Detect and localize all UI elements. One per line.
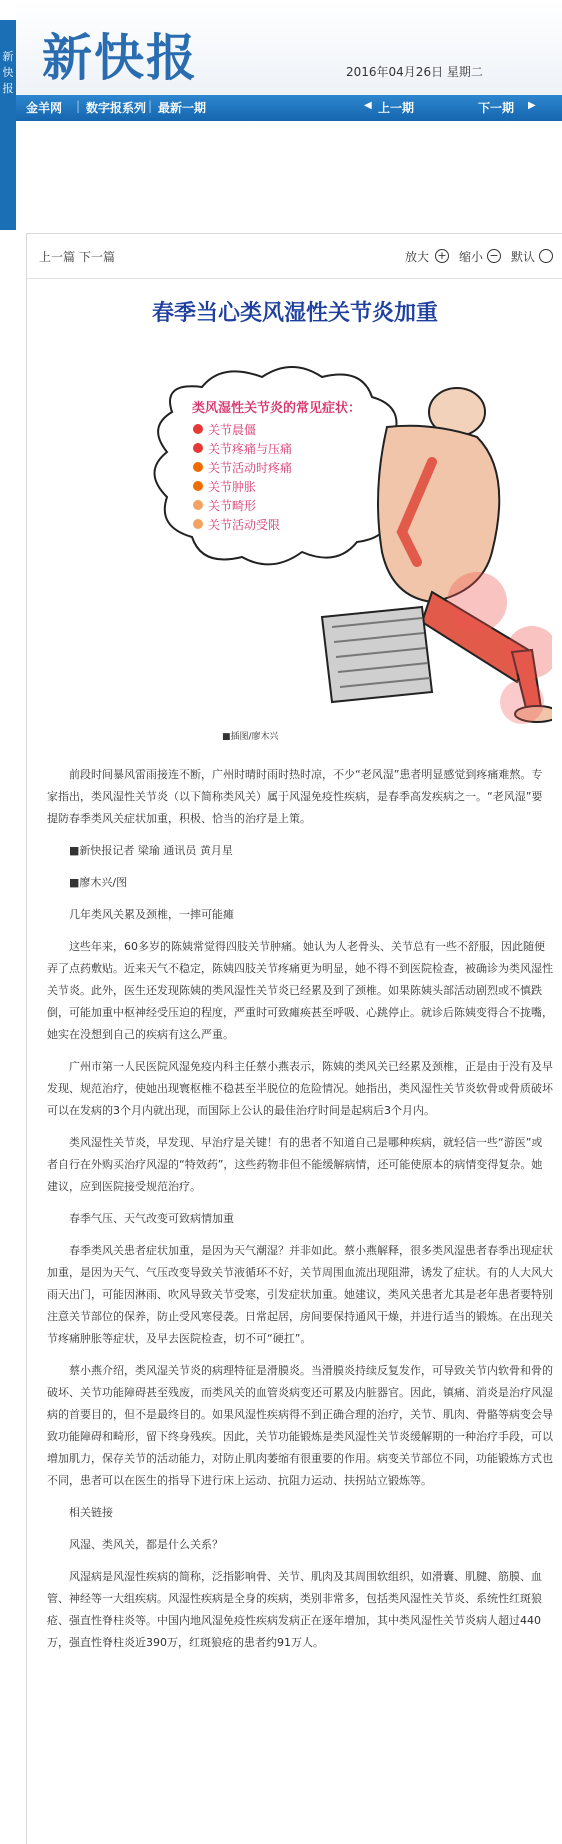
bullet-icon (193, 481, 203, 491)
plus-icon[interactable]: + (435, 249, 449, 263)
minus-icon[interactable]: − (487, 249, 501, 263)
nav-separator: | (76, 99, 81, 113)
side-strip (0, 20, 16, 230)
article-paragraph: 广州市第一人民医院风湿免疫内科主任蔡小燕表示，陈姨的类风关已经累及颈椎，正是由于没有及早发现、规范治疗，使她出现寰枢椎不稳甚至半脱位的危险情况。她指出，类风湿性关节炎软骨或骨质破坏可以在发病的3个月内就出现，而国际上公认的最佳治疗时间是起病后3个月内。 (47, 1060, 553, 1117)
image-credit: ■廖木兴/图 (69, 876, 128, 889)
symptom-item: 关节疼痛与压痛 (208, 442, 293, 456)
top-nav (16, 95, 562, 121)
zoom-out-button[interactable]: 缩小 (459, 250, 484, 264)
nav-link-digital-series[interactable]: 数字报系列 (86, 101, 147, 115)
nav-link-jinyang[interactable]: 金羊网 (26, 101, 63, 115)
next-issue-link[interactable]: 下一期 (478, 101, 515, 115)
prev-issue-link[interactable]: 上一期 (378, 101, 415, 115)
nav-separator: | (148, 99, 153, 113)
arrow-right-icon[interactable]: ▶ (528, 100, 536, 111)
article-title: 春季当心类风湿性关节炎加重 (151, 301, 438, 326)
article-paragraph: 前段时间暴风雷雨接连不断，广州时晴时雨时热时凉，不少“老风湿”患者明显感觉到疼痛难熬。专家指出，类风湿性关节炎（以下简称类风关）属于风湿免疫性疾病，是春季高发疾病之一。“老风湿”要提防春季类风关症状加重，积极、恰当的治疗是上策。 (47, 768, 543, 825)
nav-link-latest-issue[interactable]: 最新一期 (158, 101, 207, 115)
article-paragraph: 风湿病是风湿性疾病的简称，泛指影响骨、关节、肌肉及其周围软组织，如滑囊、肌腱、筋膜、血管、神经等一大组疾病。风湿性疾病是全身的疾病，类别非常多，包括类风湿性关节炎、系统性红斑狼疮、强直性脊柱炎等。中国内地风湿免疫性疾病发病正在逐年增加，其中类风湿性关节炎病人超过440万，强直性脊柱炎近390万，红斑狼疮的患者约91万人。 (47, 1570, 542, 1649)
byline: ■新快报记者 梁瑜 通讯员 黄月星 (69, 844, 233, 857)
article-body (47, 764, 553, 1664)
issue-date: 2016年04月26日 星期二 (346, 65, 483, 79)
bullet-icon (193, 500, 203, 510)
arrow-left-icon[interactable]: ◀ (364, 100, 372, 111)
illustration (132, 352, 552, 732)
symptom-item: 关节肿胀 (208, 480, 257, 494)
masthead (16, 0, 562, 95)
symptom-heading: 类风湿性关节炎的常见症状： (192, 401, 362, 416)
bullet-icon (193, 424, 203, 434)
newspaper-logo[interactable]: 新快报 (42, 28, 198, 87)
section-subheading: 春季气压、天气改变可致病情加重 (69, 1212, 234, 1225)
bullet-icon (193, 443, 203, 453)
circle-icon[interactable] (539, 249, 553, 263)
section-subheading: 风湿、类风关，都是什么关系？ (69, 1538, 223, 1551)
article-toolbar (27, 234, 562, 279)
article-paragraph: 春季类风关患者症状加重，是因为天气潮湿？并非如此。蔡小燕解释，很多类风湿患者春季出现症状加重，是因为天气、气压改变导致关节液循环不好，关节周围血流出现阻滞，诱发了症状。有的人大风大雨天出门，可能因淋雨、吹风导致关节受寒，引发症状加重。她建议，类风关患者尤其是老年患者要特别注意关节部位的保养，防止受风寒侵袭。日常起居，房间要保持通风干燥，并进行适当的锻炼。在出现关节疼痛肿胀等症状，及早去医院检查，切不可“硬扛”。 (47, 1244, 553, 1345)
bullet-icon (193, 519, 203, 529)
symptom-item: 关节畸形 (208, 499, 257, 513)
article-paragraph: 这些年来，60多岁的陈姨常觉得四肢关节肿痛。她认为人老骨头、关节总有一些不舒服，因此随便弄了点药敷贴。近来天气不稳定，陈姨四肢关节疼痛更为明显，她不得不到医院检查，被确诊为类风湿性关节炎。此外，医生还发现陈姨的类风湿性关节炎已经累及到了颈椎。如果陈姨头部活动剧烈或不慎跌倒，可能加重中枢神经受压迫的程度，严重时可致瘫痪甚至呼吸、心跳停止。就诊后陈姨变得合不拢嘴，她实在没想到自己的疾病有这么严重。 (47, 940, 553, 1041)
article-panel (26, 233, 562, 1844)
illustration-caption: ■插图/廖木兴 (222, 732, 279, 742)
default-size-button[interactable]: 默认 (511, 250, 536, 264)
next-article-link[interactable]: 下一篇 (79, 250, 116, 264)
article-paragraph: 蔡小燕介绍，类风湿关节炎的病理特征是滑膜炎。当滑膜炎持续反复发作，可导致关节内软骨和骨的破坏、关节功能障碍甚至残废，而类风关的血管炎病变还可累及内脏器官。因此，镇痛、消炎是治疗风湿病的首要目的，但不是最终目的。如果风湿性疾病得不到正确合理的治疗，关节、肌肉、骨骼等病变会导致功能障碍和畸形，留下终身残疾。因此，关节功能锻炼是类风湿性关节炎缓解期的一种治疗手段，可以增加肌力，保存关节的活动能力，对防止肌肉萎缩有很重要的作用。病变关节部位不同，功能锻炼方式也不同，患者可以在医生的指导下进行床上运动、抗阻力运动、扶拐站立锻炼等。 (47, 1364, 553, 1487)
symptom-item: 关节晨僵 (208, 423, 257, 437)
symptom-item: 关节活动受限 (208, 518, 281, 532)
stool (322, 607, 432, 702)
banner-area (16, 121, 562, 233)
zoom-in-button[interactable]: 放大 (405, 250, 430, 264)
prev-article-link[interactable]: 上一篇 (39, 250, 76, 264)
bullet-icon (193, 462, 203, 472)
section-subheading: 相关链接 (69, 1506, 113, 1519)
symptom-item: 关节活动时疼痛 (208, 461, 293, 475)
side-strip-text: 新快报 (2, 50, 14, 95)
article-paragraph: 类风湿性关节炎，早发现、早治疗是关键！有的患者不知道自己是哪种疾病，就轻信一些“游医”或者自行在外购买治疗风湿的“特效药”，这些药物非但不能缓解病情，还可能使原本的病情变得复杂。她建议，应到医院接受规范治疗。 (47, 1136, 543, 1193)
section-subheading: 几年类风关累及颈椎，一摔可能瘫 (69, 908, 234, 921)
